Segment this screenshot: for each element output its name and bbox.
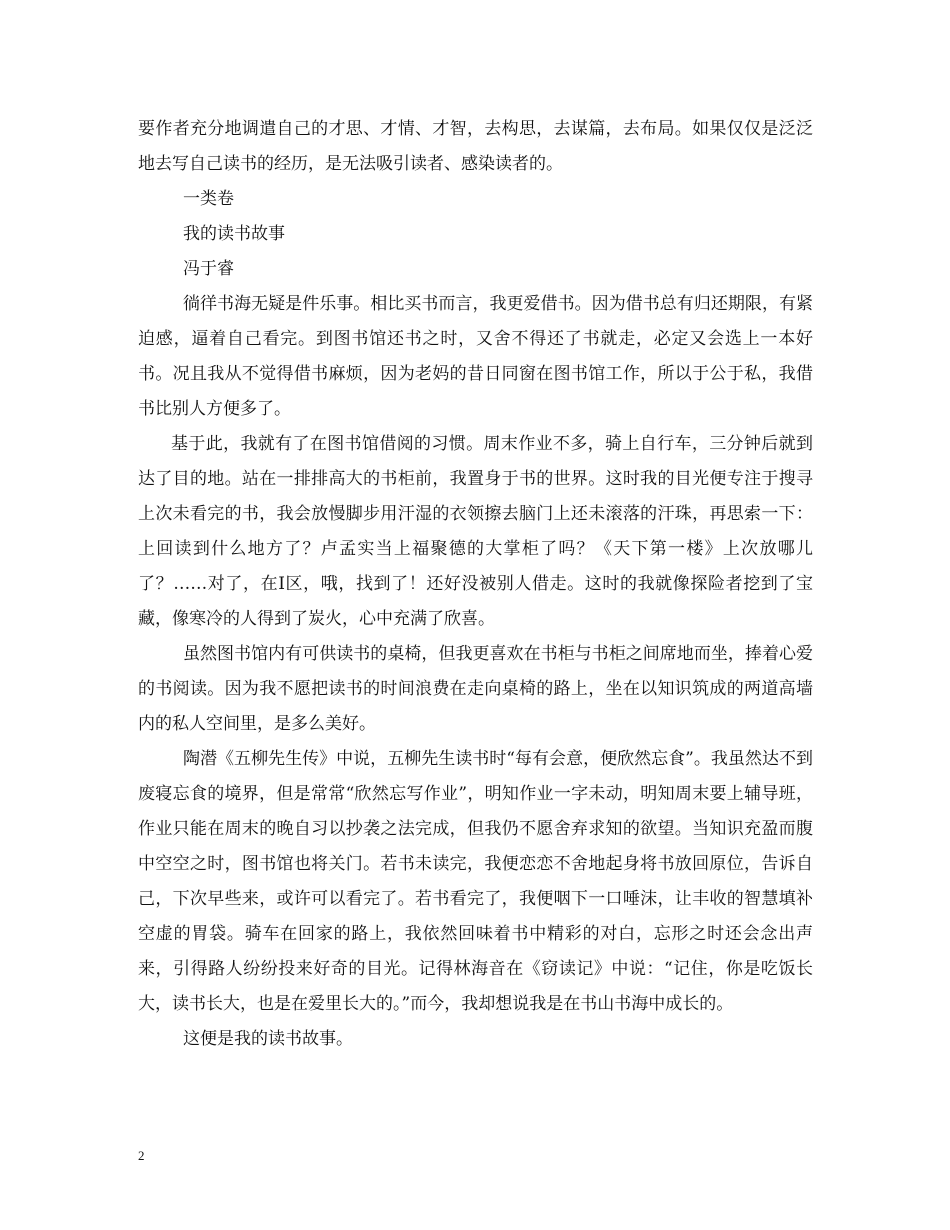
page-number: 2 [138, 1148, 145, 1163]
paragraph-intro-continuation: 要作者充分地调遣自己的才思、才情、才智，去构思，去谋篇，去布局。如果仅仅是泛泛地去写自己读书的经历，是无法吸引读者、感染读者的。 [138, 119, 813, 174]
paragraph-closing: 这便是我的读书故事。 [183, 1029, 353, 1049]
essay-author: 冯于睿 [183, 259, 234, 279]
essay-title: 我的读书故事 [183, 224, 285, 244]
paragraph-3: 虽然图书馆内有可供读书的桌椅，但我更喜欢在书柜与书柜之间席地而坐，捧着心爱的书阅读。因为我不愿把读书的时间浪费在走向桌椅的路上，坐在以知识筑成的两道高墙内的私人空间里，是多么美好。 [138, 644, 813, 734]
paragraph-4: 陶潜《五柳先生传》中说，五柳先生读书时“每有会意，便欣然忘食”。我虽然达不到废寝忘食的境界，但是常常“欣然忘写作业”，明知作业一字未动，明知周末要上辅导班，作业只能在周末的晚自习以抄袭之法完成，但我仍不愿舍弃求知的欲望。当知识充盈而腹中空空之时，图书馆也将关门。若书未读完，我便恋恋不舍地起身将书放回原位，告诉自己，下次早些来，或许可以看完了。若书看完了，我便咽下一口唾沫，让丰收的智慧填补空虚的胃袋。骑车在回家的路上，我依然回味着书中精彩的对白，忘形之时还会念出声来，引得路人纷纷投来好奇的目光。记得林海音在《窃读记》中说：“记住，你是吃饭长大，读书长大，也是在爱里长大的。”而今，我却想说我是在书山书海中成长的。 [138, 749, 813, 1014]
paragraph-1: 徜徉书海无疑是件乐事。相比买书而言，我更爱借书。因为借书总有归还期限，有紧迫感，逼着自己看完。到图书馆还书之时，又舍不得还了书就走，必定又会选上一本好书。况且我从不觉得借书麻烦，因为老妈的昔日同窗在图书馆工作，所以于公于私，我借书比别人方便多了。 [138, 294, 813, 419]
essay-grade-label: 一类卷 [183, 189, 234, 209]
paragraph-2: 基于此，我就有了在图书馆借阅的习惯。周末作业不多，骑上自行车，三分钟后就到达了目的地。站在一排排高大的书柜前，我置身于书的世界。这时我的目光便专注于搜寻上次未看完的书，我会放慢脚步用汗湿的衣领擦去脑门上还未滚落的汗珠，再思索一下：上回读到什么地方了？卢孟实当上福聚德的大掌柜了吗？《天下第一楼》上次放哪儿了？……对了，在Ⅰ区，哦，找到了！还好没被别人借走。这时的我就像探险者挖到了宝藏，像寒冷的人得到了炭火，心中充满了欣喜。 [138, 434, 813, 629]
document-body [138, 112, 813, 1057]
